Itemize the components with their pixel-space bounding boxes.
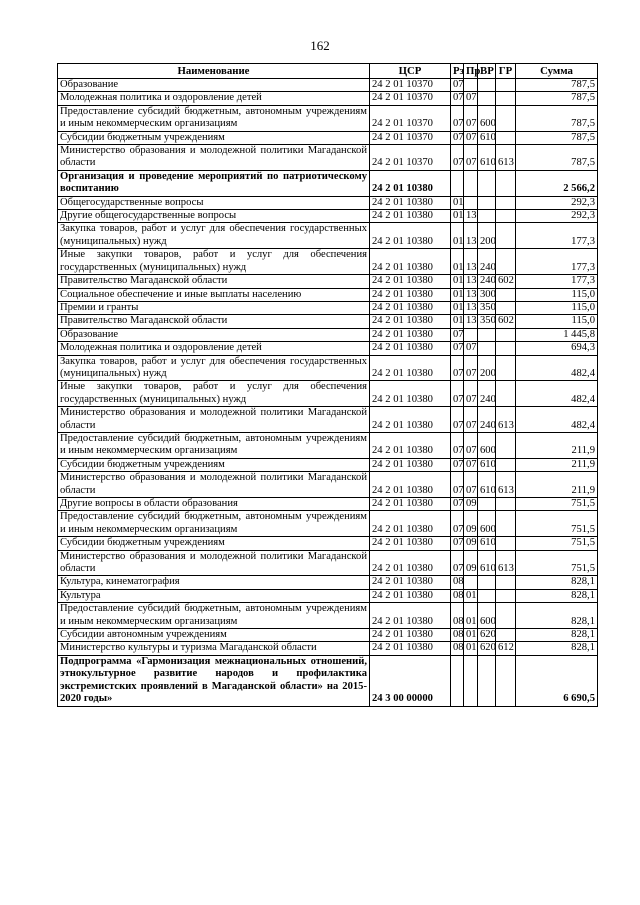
row-sum: 694,3 — [516, 342, 598, 355]
row-rz — [451, 655, 464, 706]
row-csr: 24 2 01 10380 — [370, 629, 451, 642]
row-pr: 13 — [464, 275, 478, 288]
row-gr — [496, 92, 516, 105]
row-pr: 07 — [464, 472, 478, 498]
table-row — [58, 170, 598, 196]
row-sum: 211,9 — [516, 472, 598, 498]
row-vr — [478, 79, 496, 92]
row-csr: 24 2 01 10380 — [370, 576, 451, 589]
row-pr: 13 — [464, 288, 478, 301]
row-vr: 620 — [478, 629, 496, 642]
row-sum: 292,3 — [516, 210, 598, 223]
row-pr: 09 — [464, 498, 478, 511]
row-rz: 01 — [451, 315, 464, 328]
row-vr — [478, 328, 496, 341]
row-name: Подпрограмма «Гармонизация межнациональных отношений, этнокультурное развитие народов и профилактика экстремистских проявлений в Магаданской области» на 2015-2020 годы» — [58, 655, 370, 706]
row-csr: 24 2 01 10380 — [370, 407, 451, 433]
row-csr: 24 2 01 10380 — [370, 275, 451, 288]
row-name: Закупка товаров, работ и услуг для обеспечения государственных (муниципальных) нужд — [58, 223, 370, 249]
row-rz: 07 — [451, 511, 464, 537]
row-name: Министерство образования и молодежной политики Магаданской области — [58, 472, 370, 498]
row-rz: 01 — [451, 223, 464, 249]
row-csr: 24 2 01 10380 — [370, 511, 451, 537]
table-row — [58, 275, 598, 288]
row-csr: 24 2 01 10370 — [370, 92, 451, 105]
table-row — [58, 210, 598, 223]
row-vr — [478, 92, 496, 105]
row-gr — [496, 249, 516, 275]
row-sum: 292,3 — [516, 196, 598, 209]
row-name: Премии и гранты — [58, 301, 370, 314]
row-pr — [464, 196, 478, 209]
row-vr: 610 — [478, 472, 496, 498]
row-name: Иные закупки товаров, работ и услуг для обеспечения государственных (муниципальных) нужд — [58, 381, 370, 407]
row-gr — [496, 105, 516, 131]
row-vr: 610 — [478, 458, 496, 471]
table-row — [58, 629, 598, 642]
table-row — [58, 145, 598, 171]
row-rz: 01 — [451, 275, 464, 288]
row-pr: 07 — [464, 432, 478, 458]
row-rz: 08 — [451, 629, 464, 642]
row-pr: 13 — [464, 301, 478, 314]
row-csr: 24 2 01 10380 — [370, 249, 451, 275]
header-gr: ГР — [496, 64, 516, 79]
row-vr: 610 — [478, 145, 496, 171]
row-sum: 751,5 — [516, 537, 598, 550]
row-sum: 828,1 — [516, 603, 598, 629]
row-sum: 482,4 — [516, 381, 598, 407]
row-sum: 1 445,8 — [516, 328, 598, 341]
row-gr — [496, 511, 516, 537]
row-pr: 13 — [464, 249, 478, 275]
row-rz: 07 — [451, 550, 464, 576]
row-rz: 01 — [451, 249, 464, 275]
row-name: Министерство культуры и туризма Магаданской области — [58, 642, 370, 655]
table-row — [58, 223, 598, 249]
row-rz: 07 — [451, 537, 464, 550]
table-row — [58, 328, 598, 341]
row-name: Организация и проведение мероприятий по патриотическому воспитанию — [58, 170, 370, 196]
row-csr: 24 2 01 10380 — [370, 472, 451, 498]
row-name: Правительство Магаданской области — [58, 275, 370, 288]
row-vr — [478, 589, 496, 602]
row-rz: 07 — [451, 407, 464, 433]
budget-table — [57, 63, 598, 707]
row-gr: 602 — [496, 315, 516, 328]
table-row — [58, 196, 598, 209]
row-rz: 08 — [451, 603, 464, 629]
table-row — [58, 511, 598, 537]
row-pr: 07 — [464, 131, 478, 144]
row-sum: 828,1 — [516, 642, 598, 655]
row-gr — [496, 210, 516, 223]
table-row — [58, 131, 598, 144]
row-vr — [478, 498, 496, 511]
row-pr: 09 — [464, 550, 478, 576]
row-name: Субсидии автономным учреждениям — [58, 629, 370, 642]
row-gr — [496, 381, 516, 407]
row-vr — [478, 210, 496, 223]
row-vr: 620 — [478, 642, 496, 655]
row-csr: 24 2 01 10380 — [370, 170, 451, 196]
row-pr: 09 — [464, 511, 478, 537]
row-pr — [464, 328, 478, 341]
row-pr: 07 — [464, 381, 478, 407]
row-name: Культура, кинематография — [58, 576, 370, 589]
row-gr — [496, 223, 516, 249]
row-sum: 6 690,5 — [516, 655, 598, 706]
row-name: Другие вопросы в области образования — [58, 498, 370, 511]
row-csr: 24 3 00 00000 — [370, 655, 451, 706]
row-vr: 350 — [478, 301, 496, 314]
row-pr: 13 — [464, 210, 478, 223]
row-sum: 787,5 — [516, 79, 598, 92]
table-row — [58, 603, 598, 629]
row-gr: 613 — [496, 407, 516, 433]
row-gr — [496, 603, 516, 629]
row-csr: 24 2 01 10380 — [370, 196, 451, 209]
table-row — [58, 642, 598, 655]
row-sum: 211,9 — [516, 432, 598, 458]
row-csr: 24 2 01 10380 — [370, 288, 451, 301]
row-csr: 24 2 01 10370 — [370, 131, 451, 144]
row-csr: 24 2 01 10370 — [370, 145, 451, 171]
table-row — [58, 498, 598, 511]
table-header-row — [58, 64, 598, 79]
row-rz: 07 — [451, 432, 464, 458]
row-gr — [496, 196, 516, 209]
row-pr: 07 — [464, 145, 478, 171]
row-sum: 828,1 — [516, 629, 598, 642]
table-row — [58, 472, 598, 498]
table-row — [58, 288, 598, 301]
row-gr — [496, 498, 516, 511]
header-csr: ЦСР — [370, 64, 451, 79]
row-pr: 07 — [464, 458, 478, 471]
table-row — [58, 79, 598, 92]
row-pr — [464, 79, 478, 92]
row-csr: 24 2 01 10380 — [370, 355, 451, 381]
row-name: Министерство образования и молодежной политики Магаданской области — [58, 407, 370, 433]
row-rz: 07 — [451, 131, 464, 144]
row-name: Министерство образования и молодежной политики Магаданской области — [58, 550, 370, 576]
row-csr: 24 2 01 10380 — [370, 210, 451, 223]
row-name: Субсидии бюджетным учреждениям — [58, 458, 370, 471]
row-csr: 24 2 01 10380 — [370, 301, 451, 314]
row-gr — [496, 629, 516, 642]
row-name: Предоставление субсидий бюджетным, автономным учреждениям и иным некоммерческим организациям — [58, 105, 370, 131]
row-sum: 482,4 — [516, 355, 598, 381]
row-name: Предоставление субсидий бюджетным, автономным учреждениям и иным некоммерческим организациям — [58, 603, 370, 629]
row-vr — [478, 170, 496, 196]
row-rz: 07 — [451, 105, 464, 131]
table-row — [58, 381, 598, 407]
table-row — [58, 550, 598, 576]
row-csr: 24 2 01 10380 — [370, 589, 451, 602]
row-rz: 01 — [451, 196, 464, 209]
row-rz: 01 — [451, 288, 464, 301]
row-vr — [478, 655, 496, 706]
row-csr: 24 2 01 10380 — [370, 315, 451, 328]
table-row — [58, 105, 598, 131]
row-pr: 07 — [464, 407, 478, 433]
row-sum: 787,5 — [516, 105, 598, 131]
row-sum: 482,4 — [516, 407, 598, 433]
row-csr: 24 2 01 10380 — [370, 381, 451, 407]
row-gr — [496, 131, 516, 144]
row-vr: 300 — [478, 288, 496, 301]
table-row — [58, 92, 598, 105]
row-pr: 01 — [464, 642, 478, 655]
row-gr — [496, 301, 516, 314]
row-rz — [451, 170, 464, 196]
row-rz: 01 — [451, 210, 464, 223]
row-rz: 07 — [451, 342, 464, 355]
row-gr — [496, 589, 516, 602]
row-sum: 751,5 — [516, 498, 598, 511]
row-csr: 24 2 01 10380 — [370, 603, 451, 629]
row-gr — [496, 432, 516, 458]
row-sum: 211,9 — [516, 458, 598, 471]
row-pr: 07 — [464, 105, 478, 131]
row-gr — [496, 458, 516, 471]
row-pr: 09 — [464, 537, 478, 550]
row-gr — [496, 655, 516, 706]
row-pr: 13 — [464, 223, 478, 249]
row-vr: 600 — [478, 511, 496, 537]
table-row — [58, 576, 598, 589]
header-name: Наименование — [58, 64, 370, 79]
row-gr — [496, 576, 516, 589]
row-name: Министерство образования и молодежной политики Магаданской области — [58, 145, 370, 171]
row-csr: 24 2 01 10370 — [370, 105, 451, 131]
row-name: Субсидии бюджетным учреждениям — [58, 537, 370, 550]
row-vr — [478, 342, 496, 355]
row-csr: 24 2 01 10370 — [370, 79, 451, 92]
row-csr: 24 2 01 10380 — [370, 498, 451, 511]
row-gr — [496, 342, 516, 355]
row-vr: 200 — [478, 223, 496, 249]
table-row — [58, 407, 598, 433]
row-vr: 240 — [478, 275, 496, 288]
row-name: Предоставление субсидий бюджетным, автономным учреждениям и иным некоммерческим организациям — [58, 432, 370, 458]
row-gr: 613 — [496, 550, 516, 576]
row-rz: 07 — [451, 458, 464, 471]
row-vr: 240 — [478, 407, 496, 433]
page-number: 162 — [310, 38, 330, 53]
table-row — [58, 432, 598, 458]
row-csr: 24 2 01 10380 — [370, 342, 451, 355]
row-csr: 24 2 01 10380 — [370, 642, 451, 655]
row-sum: 787,5 — [516, 131, 598, 144]
row-vr: 600 — [478, 603, 496, 629]
row-sum: 177,3 — [516, 275, 598, 288]
row-gr: 602 — [496, 275, 516, 288]
row-name: Общегосударственные вопросы — [58, 196, 370, 209]
header-pr: Пр — [464, 64, 478, 79]
table-row — [58, 537, 598, 550]
row-name: Иные закупки товаров, работ и услуг для обеспечения государственных (муниципальных) нужд — [58, 249, 370, 275]
row-rz: 07 — [451, 381, 464, 407]
table-row — [58, 249, 598, 275]
row-name: Образование — [58, 328, 370, 341]
row-pr: 13 — [464, 315, 478, 328]
row-name: Молодежная политика и оздоровление детей — [58, 92, 370, 105]
row-sum: 115,0 — [516, 315, 598, 328]
table-body — [58, 79, 598, 707]
row-vr: 610 — [478, 131, 496, 144]
row-rz: 07 — [451, 355, 464, 381]
row-sum: 751,5 — [516, 511, 598, 537]
row-vr — [478, 196, 496, 209]
row-vr: 240 — [478, 381, 496, 407]
row-pr: 07 — [464, 342, 478, 355]
row-pr — [464, 576, 478, 589]
row-sum: 115,0 — [516, 288, 598, 301]
row-name: Культура — [58, 589, 370, 602]
row-vr — [478, 576, 496, 589]
row-vr: 610 — [478, 537, 496, 550]
row-csr: 24 2 01 10380 — [370, 432, 451, 458]
row-vr: 240 — [478, 249, 496, 275]
row-name: Молодежная политика и оздоровление детей — [58, 342, 370, 355]
row-gr — [496, 537, 516, 550]
row-rz: 08 — [451, 642, 464, 655]
row-rz: 07 — [451, 328, 464, 341]
row-sum: 177,3 — [516, 249, 598, 275]
row-csr: 24 2 01 10380 — [370, 328, 451, 341]
row-pr: 01 — [464, 629, 478, 642]
header-vr: ВР — [478, 64, 496, 79]
row-pr: 01 — [464, 603, 478, 629]
table-row — [58, 655, 598, 706]
table-row — [58, 589, 598, 602]
row-csr: 24 2 01 10380 — [370, 537, 451, 550]
header-rz: Рз — [451, 64, 464, 79]
row-gr — [496, 170, 516, 196]
row-gr — [496, 328, 516, 341]
row-vr: 610 — [478, 550, 496, 576]
row-vr: 350 — [478, 315, 496, 328]
row-sum: 828,1 — [516, 589, 598, 602]
row-name: Субсидии бюджетным учреждениям — [58, 131, 370, 144]
row-gr: 613 — [496, 145, 516, 171]
row-csr: 24 2 01 10380 — [370, 458, 451, 471]
row-gr: 612 — [496, 642, 516, 655]
row-sum: 751,5 — [516, 550, 598, 576]
row-rz: 01 — [451, 301, 464, 314]
row-vr: 600 — [478, 432, 496, 458]
row-pr: 07 — [464, 355, 478, 381]
table-row — [58, 315, 598, 328]
row-sum: 177,3 — [516, 223, 598, 249]
header-sum: Сумма — [516, 64, 598, 79]
row-name: Правительство Магаданской области — [58, 315, 370, 328]
table-row — [58, 301, 598, 314]
table-row — [58, 458, 598, 471]
row-name: Закупка товаров, работ и услуг для обеспечения государственных (муниципальных) нужд — [58, 355, 370, 381]
table-row — [58, 342, 598, 355]
row-rz: 07 — [451, 79, 464, 92]
row-rz: 08 — [451, 576, 464, 589]
row-pr: 07 — [464, 92, 478, 105]
row-csr: 24 2 01 10380 — [370, 550, 451, 576]
row-name: Предоставление субсидий бюджетным, автономным учреждениям и иным некоммерческим организациям — [58, 511, 370, 537]
row-vr: 200 — [478, 355, 496, 381]
row-sum: 115,0 — [516, 301, 598, 314]
row-pr — [464, 170, 478, 196]
row-pr: 01 — [464, 589, 478, 602]
row-vr: 600 — [478, 105, 496, 131]
row-sum: 2 566,2 — [516, 170, 598, 196]
row-rz: 07 — [451, 92, 464, 105]
row-name: Образование — [58, 79, 370, 92]
row-gr: 613 — [496, 472, 516, 498]
row-gr — [496, 288, 516, 301]
row-gr — [496, 79, 516, 92]
row-csr: 24 2 01 10380 — [370, 223, 451, 249]
row-name: Социальное обеспечение и иные выплаты населению — [58, 288, 370, 301]
row-rz: 07 — [451, 498, 464, 511]
row-rz: 08 — [451, 589, 464, 602]
row-rz: 07 — [451, 472, 464, 498]
row-pr — [464, 655, 478, 706]
row-sum: 787,5 — [516, 92, 598, 105]
row-rz: 07 — [451, 145, 464, 171]
row-name: Другие общегосударственные вопросы — [58, 210, 370, 223]
row-sum: 828,1 — [516, 576, 598, 589]
row-gr — [496, 355, 516, 381]
row-sum: 787,5 — [516, 145, 598, 171]
table-row — [58, 355, 598, 381]
